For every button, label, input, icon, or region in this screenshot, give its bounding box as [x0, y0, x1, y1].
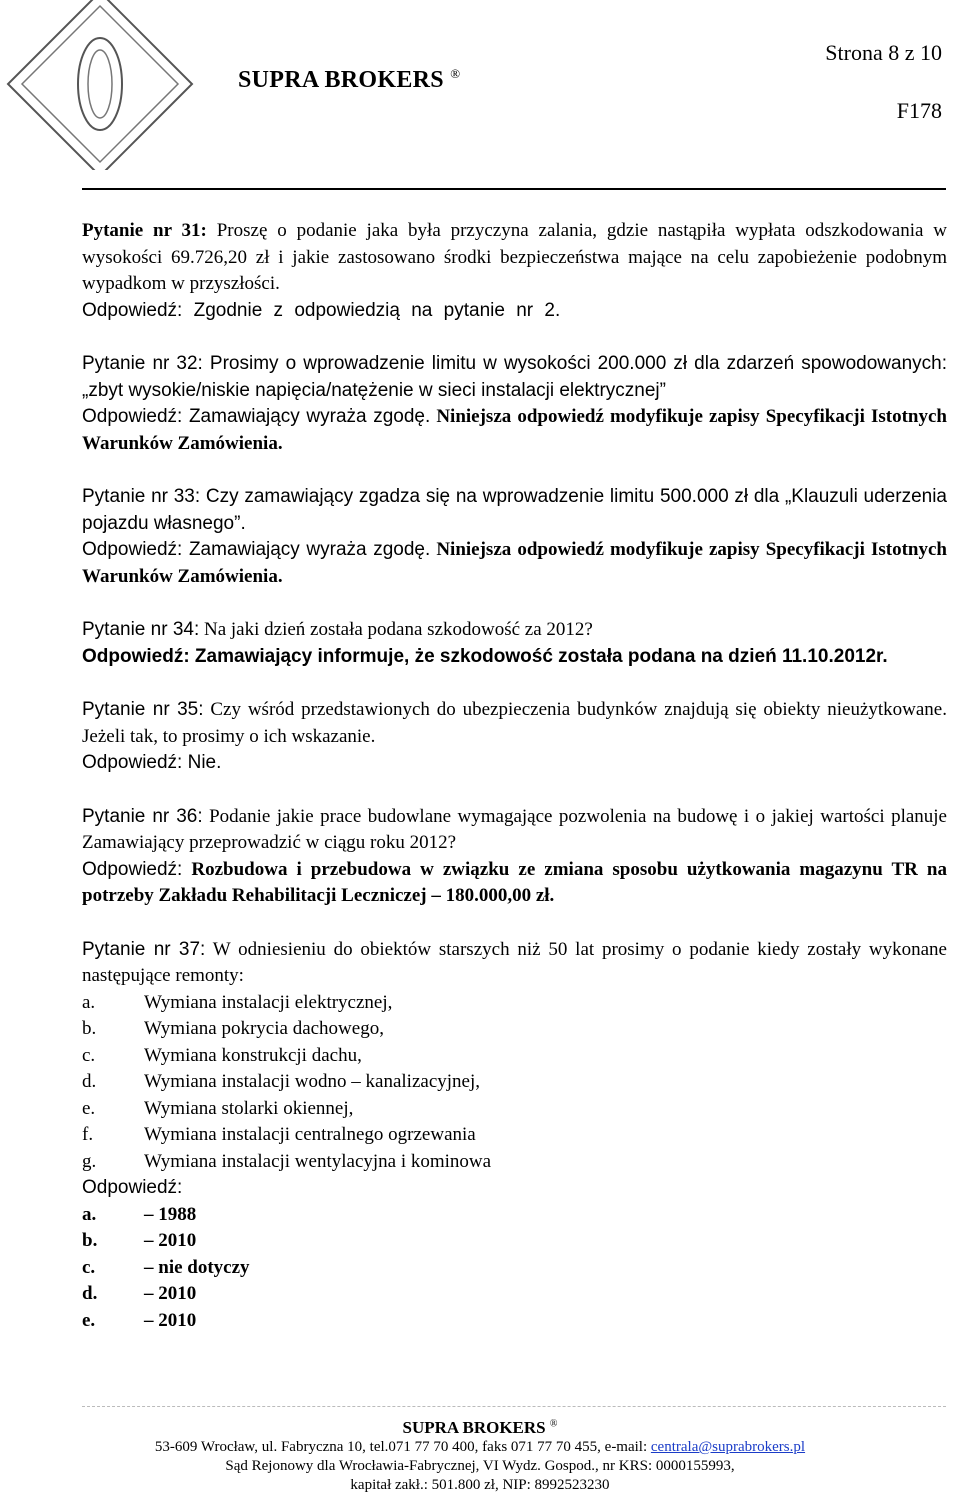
- answer-letter: e.: [82, 1309, 96, 1331]
- list-item: [82, 1043, 947, 1070]
- question-text: Podanie jakie prace budowlane wymagające pozwolenia na budowę i o jakiej wartości planuje Zamawiający przeprowadzić w ciągu roku 2012?: [82, 805, 947, 853]
- list-letter: g.: [82, 1150, 97, 1172]
- footer-email-link[interactable]: centrala@suprabrokers.pl: [650, 1439, 806, 1455]
- remont-list: [82, 990, 947, 1176]
- answer-label: Odpowiedź:: [82, 858, 183, 880]
- answer-value: – 2010: [144, 1309, 197, 1331]
- list-item: [82, 1069, 947, 1096]
- answer-value: – 1988: [144, 1203, 197, 1225]
- answer-value: – nie dotyczy: [144, 1256, 250, 1278]
- list-item: [82, 1122, 947, 1149]
- answer-36: [82, 857, 947, 910]
- list-item: [82, 990, 947, 1017]
- list-letter: e.: [82, 1097, 96, 1119]
- footer-divider: [82, 1406, 946, 1407]
- answer-34: Odpowiedź: Zamawiający informuje, że szkodowość została podana na dzień 11.10.2012r.: [82, 645, 888, 667]
- answer-31: Odpowiedź: Zgodnie z odpowiedzią na pytanie nr 2.: [82, 299, 561, 321]
- question-32: [82, 351, 947, 404]
- list-text: Wymiana konstrukcji dachu,: [144, 1044, 362, 1066]
- answer-label: Odpowiedź: Zamawiający wyraża zgodę.: [82, 539, 431, 560]
- question-label: Pytanie nr 37:: [82, 938, 206, 960]
- answer-letter: a.: [82, 1203, 97, 1225]
- answer-item: [82, 1255, 947, 1282]
- answer-letter: d.: [82, 1283, 98, 1304]
- answer-text: Niniejsza odpowiedź modyfikuje zapisy Specyfikacji Istotnych Warunków Zamówienia.: [82, 406, 947, 454]
- list-text: Wymiana pokrycia dachowego,: [144, 1018, 384, 1039]
- list-item: [82, 1016, 947, 1043]
- question-text: Czy wśród przedstawionych do ubezpieczenia budynków znajdują się obiekty nieużytkowane. Jeżeli tak, to prosimy o ich wskazanie.: [82, 699, 947, 747]
- question-37: [82, 937, 947, 990]
- answer-37-label: Odpowiedź:: [82, 1177, 183, 1198]
- list-item: [82, 1149, 947, 1176]
- registered-mark: ®: [450, 66, 461, 81]
- list-letter: a.: [82, 991, 96, 1013]
- answer-value: – 2010: [144, 1230, 197, 1251]
- header-divider: [82, 188, 946, 190]
- page-number: Strona 8 z 10: [825, 40, 942, 65]
- question-33: [82, 484, 947, 537]
- question-text: Prosimy o wprowadzenie limitu w wysokości 200.000 zł dla zdarzeń spowodowanych: „zbyt wysokie/niskie napięcia/natężenie w sieci instalacji elektrycznej”: [82, 353, 947, 401]
- question-36: [82, 804, 947, 857]
- question-label: Pytanie nr 35:: [82, 699, 204, 720]
- question-label: Pytanie nr 33:: [82, 486, 201, 507]
- answer-35: Odpowiedź: Nie.: [82, 752, 222, 773]
- list-letter: b.: [82, 1018, 97, 1039]
- question-text: Proszę o podanie jaka była przyczyna zalania, gdzie nastąpiła wypłata odszkodowania w wysokości 69.726,20 zł i jakie zastosowano środki bezpieczeństwa mające na celu zapobieżenie podobnym wypadkom w przyszłości.: [82, 220, 947, 294]
- answer-item: [82, 1228, 947, 1255]
- answer-label: Odpowiedź: Zamawiający wyraża zgodę.: [82, 406, 431, 427]
- list-text: Wymiana instalacji elektrycznej,: [144, 991, 393, 1013]
- footer-address: [0, 1438, 960, 1457]
- footer-registered-mark: ®: [549, 1418, 558, 1430]
- footer-brand: [0, 1418, 960, 1438]
- list-item: [82, 1096, 947, 1123]
- footer: [0, 1418, 960, 1495]
- question-label: Pytanie nr 36:: [82, 805, 203, 827]
- question-text: Czy zamawiający zgadza się na wprowadzenie limitu 500.000 zł dla „Klauzuli uderzenia pojazdu własnego”.: [82, 486, 947, 534]
- list-text: Wymiana stolarki okiennej,: [144, 1097, 354, 1119]
- answer-32: [82, 404, 947, 457]
- answer-value: – 2010: [144, 1283, 197, 1304]
- footer-brand-text: SUPRA BROKERS: [402, 1418, 546, 1437]
- answer-item: [82, 1202, 947, 1229]
- brand-title: [238, 66, 460, 94]
- list-letter: f.: [82, 1124, 94, 1145]
- answer-37-list: [82, 1202, 947, 1335]
- company-logo: [0, 0, 200, 170]
- question-35: [82, 697, 947, 750]
- question-34: [82, 617, 947, 644]
- answer-33: [82, 537, 947, 590]
- question-text: Na jaki dzień została podana szkodowość za 2012?: [204, 619, 593, 640]
- answer-letter: b.: [82, 1230, 98, 1251]
- list-text: Wymiana instalacji centralnego ogrzewania: [144, 1124, 476, 1145]
- question-31: [82, 218, 947, 298]
- question-text: W odniesieniu do obiektów starszych niż 50 lat prosimy o podanie kiedy zostały wykonane następujące remonty:: [82, 938, 947, 986]
- answer-text: Niniejsza odpowiedź modyfikuje zapisy Specyfikacji Istotnych Warunków Zamówienia.: [82, 539, 947, 587]
- brand-text: SUPRA BROKERS: [238, 67, 444, 93]
- footer-address-text: 53-609 Wrocław, ul. Fabryczna 10, tel.071 77 70 400, faks 071 77 70 455, e-mail:: [154, 1439, 648, 1455]
- answer-text: Rozbudowa i przebudowa w związku ze zmiana sposobu użytkowania magazynu TR na potrzeby Zakładu Rehabilitacji Leczniczej – 180.000,00 zł.: [82, 858, 947, 906]
- list-letter: c.: [82, 1044, 96, 1066]
- question-label: Pytanie nr 32:: [82, 353, 203, 374]
- list-text: Wymiana instalacji wentylacyjna i kominowa: [144, 1150, 492, 1172]
- list-text: Wymiana instalacji wodno – kanalizacyjnej,: [144, 1071, 480, 1092]
- answer-item: [82, 1281, 947, 1308]
- list-letter: d.: [82, 1071, 97, 1092]
- question-label: Pytanie nr 34:: [82, 619, 200, 640]
- question-label: Pytanie nr 31:: [82, 220, 207, 241]
- document-body: [82, 218, 947, 1334]
- answer-item: [82, 1308, 947, 1335]
- footer-court: Sąd Rejonowy dla Wrocławia-Fabrycznej, VI Wydz. Gospod., nr KRS: 0000155993,: [225, 1458, 735, 1474]
- answer-letter: c.: [82, 1256, 96, 1278]
- document-code: F178: [896, 98, 942, 123]
- footer-capital: kapitał zakł.: 501.800 zł, NIP: 8992523230: [350, 1477, 610, 1493]
